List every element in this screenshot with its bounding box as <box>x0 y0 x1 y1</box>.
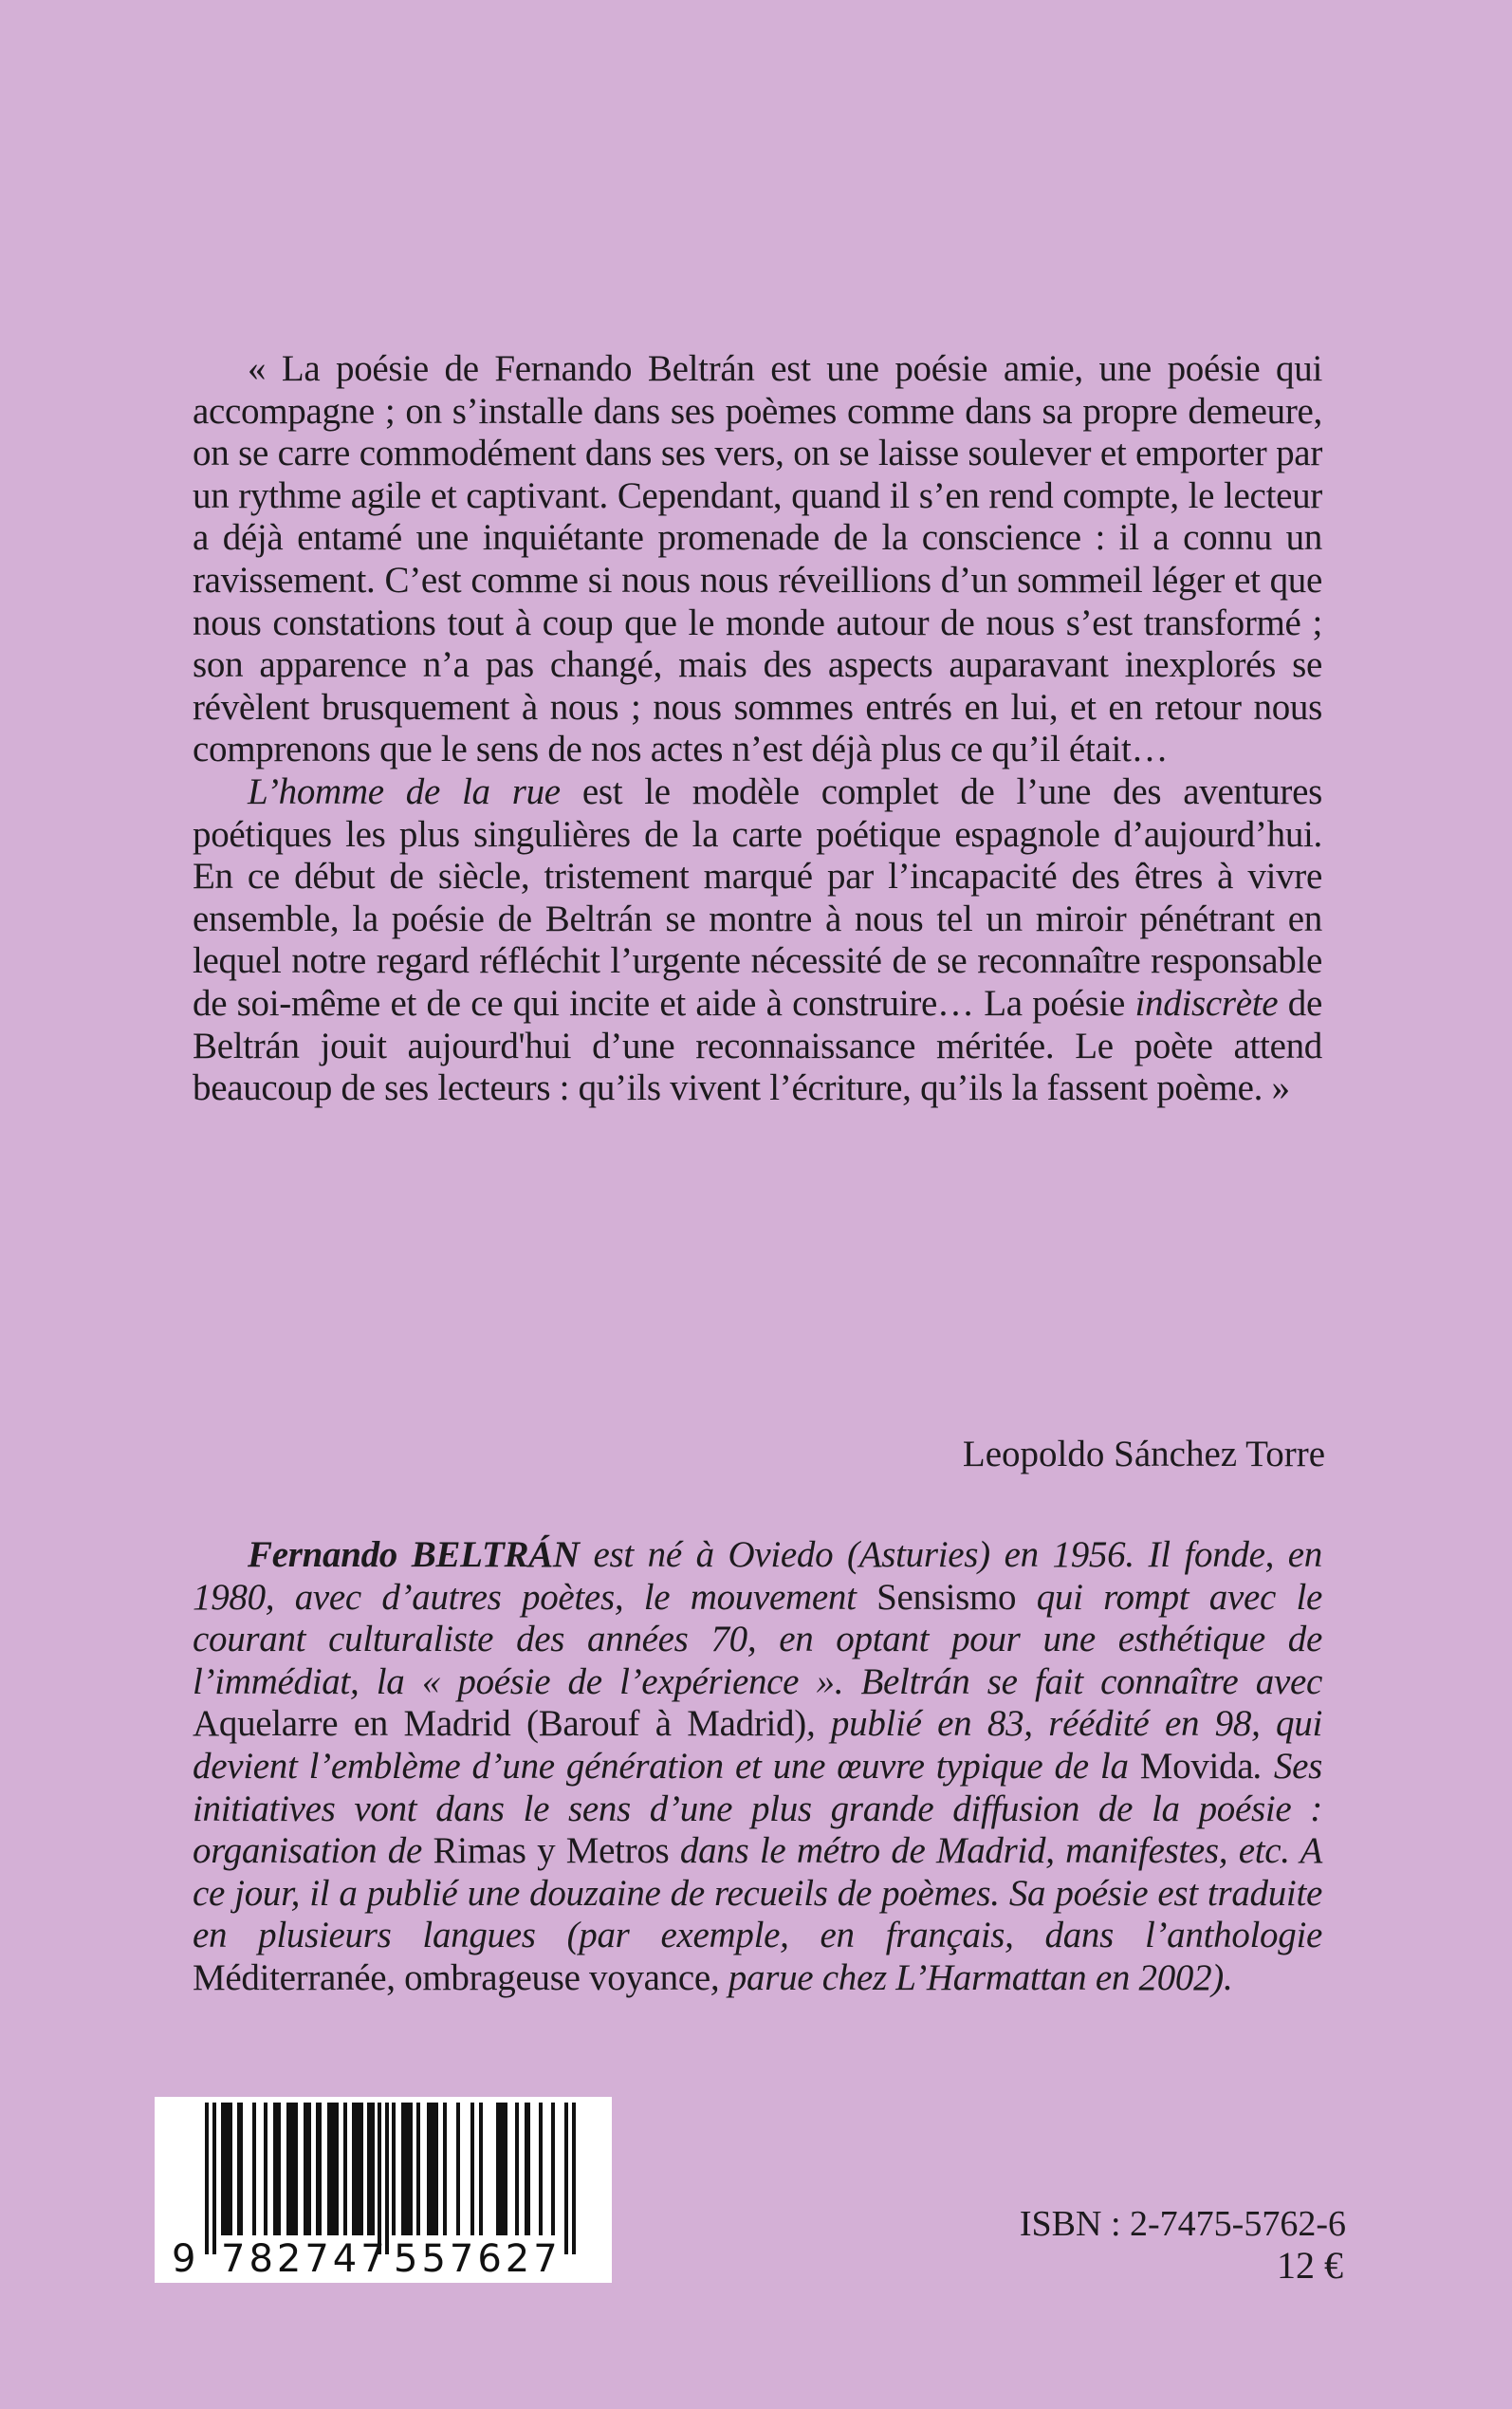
quote-paragraph-1 <box>193 348 1322 771</box>
quote-signature: Leopoldo Sánchez Torre <box>962 1434 1325 1474</box>
bio-text: qui rompt avec le courant culturaliste des années 70, en optant pour une esthétique de l’immédiat, la « poésie de l’expérience ». Beltrán se fait connaître avec <box>193 1576 1323 1702</box>
isbn-label: ISBN : 2-7475-5762-6 <box>1019 2204 1346 2244</box>
bio-text: est né à Oviedo (Asturies) en 1956. Il fonde, en 1980, avec d’autres poètes, le mouvement <box>193 1534 1322 1618</box>
barcode-left-group: 782747 <box>221 2237 389 2281</box>
bio-text: dans le métro de Madrid, manifestes, etc. A ce jour, il a publié une douzaine de recueils de poèmes. Sa poésie est traduite en plusieurs langues (par exemple, en français, dans l’anthologie <box>193 1830 1322 1956</box>
bio-paragraph <box>193 1534 1322 2000</box>
quote-paragraph-2 <box>193 771 1322 1110</box>
movement-name: Movida <box>1139 1745 1254 1787</box>
anthology-title: Méditerranée, ombrageuse voyance <box>193 1956 710 1998</box>
emphasis-italic: indiscrète <box>1134 982 1279 1024</box>
author-bio <box>193 1534 1322 2000</box>
quote-text: est le modèle complet de l’une des aventures poétiques les plus singulières de la carte poétique espagnole d’aujourd’hui. En ce début de siècle, tristement marqué par l’incapacité des êtres à vivre ensemble, la poésie de Beltrán se montre à nous tel un miroir pénétrant en lequel notre regard réfléchit l’urgente nécessité de se reconnaître responsable de soi-même et de ce qui incite et aide à construire… La poésie <box>193 770 1323 1024</box>
work-title: Aquelarre en Madrid (Barouf à Madrid) <box>193 1703 806 1745</box>
isbn-barcode <box>155 2097 612 2283</box>
critic-quote <box>193 348 1322 1110</box>
movement-name: Sensismo <box>876 1576 1017 1618</box>
bio-text: , publié en 83, réédité en 98, qui devient l’emblème d’une génération et une œuvre typique de la <box>193 1703 1322 1787</box>
quote-text: « La poésie de Fernando Beltrán est une poésie amie, une poésie qui accompagne ; on s’installe dans ses poèmes comme dans sa propre demeure, on se carre commodément dans ses vers, on se laisse soulever et emporter par un rythme agile et captivant. Cependant, quand il s’en rend compte, le lecteur a déjà entamé une inquiétante promenade de la conscience : il a connu un ravissement. C’est comme si nous nous réveillions d’un sommeil léger et que nous constations tout à coup que le monde autour de nous s’est transformé ; son apparence n’a pas changé, mais des aspects auparavant inexplorés se révèlent brusquement à nous ; nous sommes entrés en lui, et en retour nous comprenons que le sens de nos actes n’est déjà plus ce qu’il était… <box>193 348 1322 770</box>
bio-text: . Ses initiatives vont dans le sens d’une plus grande diffusion de la poésie : organisation de <box>193 1745 1322 1872</box>
book-title-italic: L’homme de la rue <box>248 770 561 812</box>
initiative-name: Rimas y Metros <box>433 1830 670 1872</box>
price-label: 12 € <box>1277 2244 1343 2287</box>
barcode-right-group: 557627 <box>394 2237 562 2281</box>
author-name: Fernando BELTRÁN <box>248 1534 580 1575</box>
barcode-icon <box>155 2097 612 2283</box>
bio-text: , parue chez L’Harmattan en 2002). <box>710 1956 1233 1998</box>
quote-text: de Beltrán jouit aujourd'hui d’une reconnaissance méritée. Le poète attend beaucoup de ses lecteurs : qu’ils vivent l’écriture, qu’ils la fassent poème. » <box>193 982 1322 1109</box>
barcode-first-digit: 9 <box>172 2237 196 2281</box>
